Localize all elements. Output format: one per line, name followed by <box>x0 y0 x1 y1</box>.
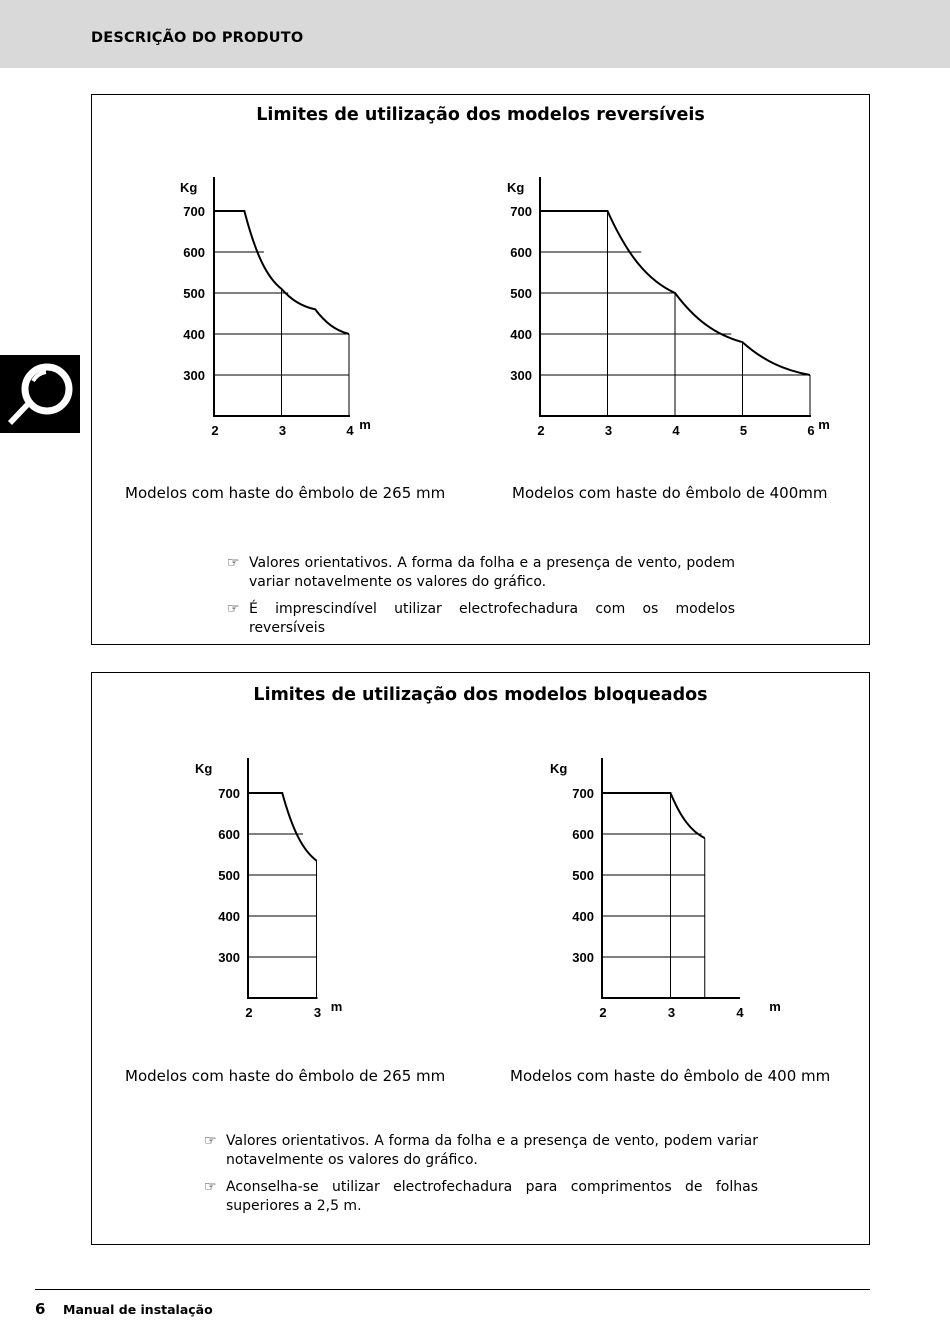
y-tick-label: 700 <box>183 204 205 219</box>
y-tick-label: 300 <box>572 950 594 965</box>
y-tick-label: 400 <box>510 327 532 342</box>
x-tick-label: 6 <box>807 423 815 438</box>
note-item <box>227 554 735 592</box>
manual-title: Manual de instalação <box>63 1302 213 1317</box>
y-tick-label: 600 <box>572 827 594 842</box>
y-tick-label: 400 <box>572 909 594 924</box>
y-axis-label: Kg <box>195 761 213 776</box>
chart-caption: Modelos com haste do êmbolo de 400mm <box>512 484 828 502</box>
y-tick-label: 300 <box>183 368 205 383</box>
x-tick-label: 2 <box>245 1005 253 1020</box>
x-tick-label: 2 <box>537 423 545 438</box>
y-tick-label: 400 <box>218 909 240 924</box>
footer-rule <box>35 1289 870 1290</box>
pointing-hand-icon: ☞ <box>204 1133 217 1149</box>
y-tick-label: 300 <box>510 368 532 383</box>
x-tick-label: 4 <box>346 423 354 438</box>
x-axis-label: m <box>769 999 781 1014</box>
y-tick-label: 400 <box>183 327 205 342</box>
chart-reversible-400 <box>505 170 830 450</box>
chart-blocked-265 <box>195 752 515 1032</box>
note-text: Aconselha-se utilizar electrofechadura para comprimentos de folhas superiores a 2,5 m. <box>226 1179 758 1214</box>
y-tick-label: 300 <box>218 950 240 965</box>
x-tick-label: 3 <box>313 1005 322 1020</box>
y-tick-label: 500 <box>218 868 240 883</box>
y-tick-label: 500 <box>183 286 205 301</box>
y-axis-label: Kg <box>550 761 568 776</box>
series-line <box>602 793 705 838</box>
chart-caption: Modelos com haste do êmbolo de 400 mm <box>510 1067 831 1085</box>
note-item <box>227 600 735 638</box>
magnifier-icon <box>0 355 80 433</box>
panel-title: Limites de utilização dos modelos reversíveis <box>256 105 705 125</box>
x-axis-label: m <box>330 999 343 1014</box>
pointing-hand-icon: ☞ <box>204 1179 217 1195</box>
series-line <box>248 793 317 861</box>
x-tick-label: 3 <box>278 423 287 438</box>
note-text: Valores orientativos. A forma da folha e a presença de vento, podem variar notavelmente os valores do gráfico. <box>249 555 735 590</box>
y-tick-label: 600 <box>183 245 205 260</box>
y-tick-label: 500 <box>572 868 594 883</box>
pointing-hand-icon: ☞ <box>227 555 240 571</box>
x-tick-label: 3 <box>667 1005 676 1020</box>
x-tick-label: 2 <box>599 1005 607 1020</box>
y-tick-label: 700 <box>510 204 532 219</box>
x-tick-label: 3 <box>604 423 613 438</box>
pointing-hand-icon: ☞ <box>227 601 240 617</box>
note-item <box>204 1178 758 1216</box>
chart-blocked-400 <box>550 752 870 1032</box>
y-tick-label: 600 <box>218 827 240 842</box>
chart-caption: Modelos com haste do êmbolo de 265 mm <box>125 484 446 502</box>
y-tick-label: 500 <box>510 286 532 301</box>
x-tick-label: 2 <box>211 423 219 438</box>
note-item <box>204 1132 758 1170</box>
chart-reversible-265 <box>180 170 500 450</box>
x-tick-label: 4 <box>672 423 680 438</box>
y-axis-label: Kg <box>180 180 198 195</box>
x-tick-label: 4 <box>736 1005 744 1020</box>
notes-blocked <box>204 1132 758 1224</box>
y-axis-label: Kg <box>507 180 525 195</box>
x-axis-label: m <box>818 417 830 432</box>
chart-caption: Modelos com haste do êmbolo de 265 mm <box>125 1067 446 1085</box>
x-axis-label: m <box>359 417 371 432</box>
page-number: 6 <box>35 1300 46 1318</box>
notes-reversible <box>227 554 735 646</box>
y-tick-label: 700 <box>218 786 240 801</box>
y-tick-label: 600 <box>510 245 532 260</box>
y-tick-label: 700 <box>572 786 594 801</box>
note-text: É imprescindível utilizar electrofechadura com os modelos reversíveis <box>249 601 735 636</box>
x-tick-label: 5 <box>739 423 748 438</box>
panel-title: Limites de utilização dos modelos bloqueados <box>253 685 708 705</box>
note-text: Valores orientativos. A forma da folha e a presença de vento, podem variar notavelmente os valores do gráfico. <box>226 1133 758 1168</box>
side-tab <box>0 355 80 433</box>
section-title: DESCRIÇÃO DO PRODUTO <box>91 30 304 46</box>
